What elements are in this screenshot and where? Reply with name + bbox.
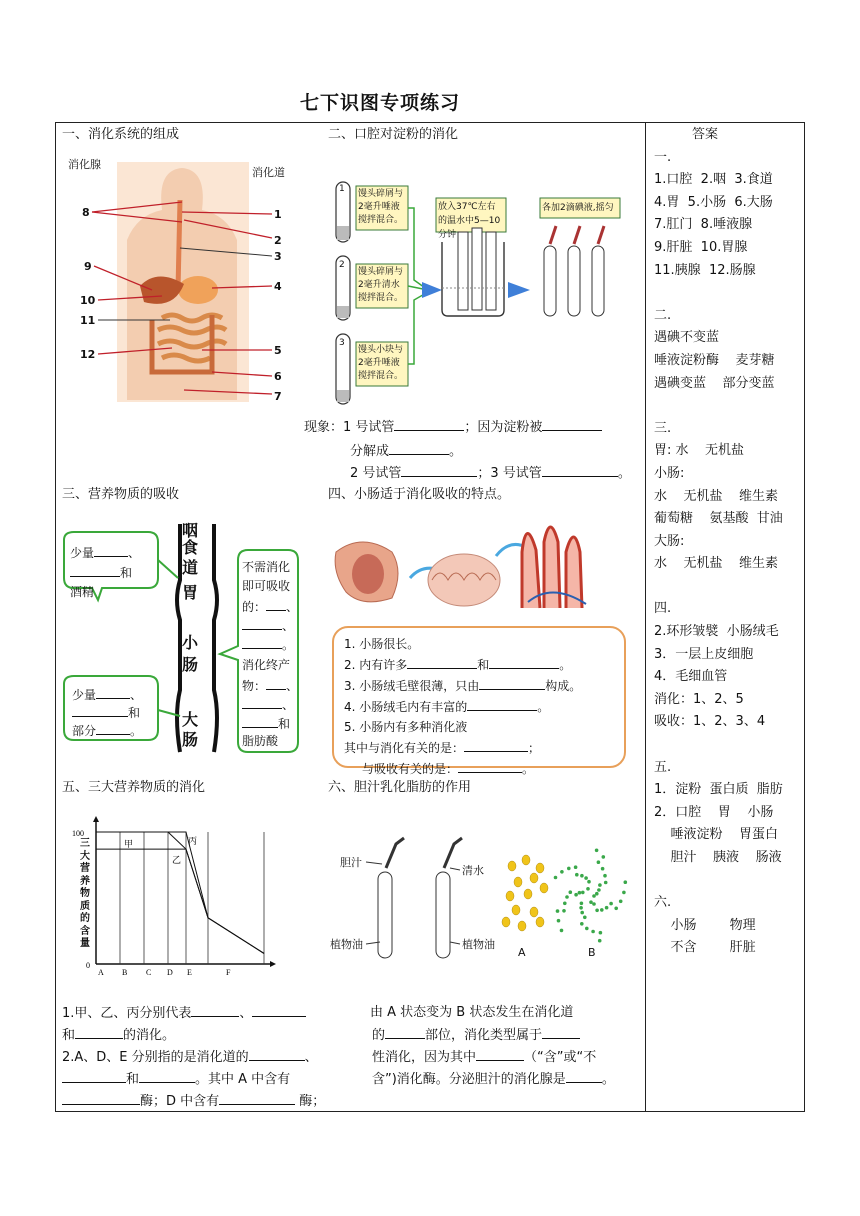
num-1: 1 (274, 208, 282, 221)
num-7: 7 (274, 390, 282, 403)
y-tick-0: 0 (86, 961, 90, 970)
tube-2-note: 馒头碎屑与2毫升清水搅拌混合。 (358, 267, 404, 303)
small-fat-droplet (563, 902, 567, 906)
small-fat-droplet (560, 929, 564, 933)
answer-line: 11.胰腺 12.肠腺 (654, 262, 756, 278)
small-intestine-label: 小肠 (182, 633, 199, 674)
small-fat-droplet (574, 865, 578, 869)
answer-line: 消化：1、2、5 (654, 691, 744, 707)
small-fat-droplet (597, 860, 601, 864)
answer-line: 遇碘不变蓝 (654, 330, 720, 346)
small-fat-droplet (585, 927, 589, 931)
small-fat-droplet (622, 891, 626, 895)
answer-line: 3．一层上皮细胞 (654, 646, 754, 662)
state-a-label: A (518, 946, 526, 959)
section-1-heading: 一、消化系统的组成 (62, 127, 180, 142)
large-fat-droplet (512, 905, 520, 915)
small-fat-droplet (583, 916, 587, 920)
num-4: 4 (274, 280, 282, 293)
x-tick-label: A (98, 968, 104, 977)
digestive-system-diagram (62, 150, 322, 410)
small-fat-droplet (580, 922, 584, 926)
answer-line: 六. (654, 895, 672, 911)
small-fat-droplet (556, 909, 560, 913)
answer-line: 胆汁 胰液 肠液 (654, 850, 782, 865)
answer-line: 水 无机盐 维生素 (654, 556, 779, 572)
small-fat-droplet (603, 874, 607, 878)
large-fat-droplet (530, 907, 538, 917)
x-tick-label: B (122, 968, 128, 977)
small-fat-droplet (580, 902, 584, 906)
small-fat-droplet (597, 888, 601, 892)
large-fat-droplet (506, 891, 514, 901)
question-6-line-1: 由 A 状态变为 B 状态发生在消化道 (370, 1005, 574, 1020)
x-tick-label: D (167, 968, 173, 977)
series-label: 甲 (124, 840, 134, 851)
intestine-features-box (332, 626, 626, 776)
answer-line: 9.肝脏 10.胃腺 (654, 239, 748, 255)
answer-line (654, 576, 804, 599)
small-fat-droplet (605, 906, 609, 910)
series-label: 丙 (188, 837, 198, 847)
nutrient-digestion-chart (62, 814, 282, 994)
feature-2: 2. 内有许多 和 。 (344, 654, 614, 675)
intestine-bubble-line-1: 不需消化 (242, 560, 291, 574)
question-6-line-4: 含”)消化酶。分泌胆汁的消化腺是 。 (372, 1068, 615, 1091)
feature-1: 1. 小肠很长。 (344, 637, 420, 651)
intestine-bubble-line-10: 脂肪酸 (242, 734, 279, 748)
esophagus-label: 食道 (182, 538, 199, 577)
num-6: 6 (274, 370, 282, 383)
large-fat-droplet (536, 917, 544, 927)
small-fat-droplet (619, 900, 623, 904)
series-乙 (96, 832, 264, 953)
starch-experiment-figure (330, 176, 630, 412)
stomach-label: 胃 (182, 583, 199, 602)
small-fat-droplet (587, 880, 591, 884)
section-4-heading: 四、小肠适于消化吸收的特点。 (328, 487, 511, 502)
small-fat-droplet (567, 867, 571, 871)
bile-experiment-figure (330, 832, 630, 962)
stomach-bubble-line-2: 和 (70, 562, 132, 583)
x-tick-label: F (226, 968, 231, 977)
num-2: 2 (274, 234, 282, 247)
small-fat-droplet (592, 894, 596, 898)
answer-line: 二. (654, 307, 672, 323)
feature-4: 4. 小肠绒毛内有丰富的 。 (344, 696, 614, 717)
num-12: 12 (80, 348, 96, 361)
section-2-heading: 二、口腔对淀粉的消化 (328, 127, 459, 142)
colon-bubble-line-3: 部分 。 (72, 720, 142, 740)
small-fat-droplet (569, 890, 573, 894)
question-1-line-2: 和 的消化。 (62, 1024, 175, 1047)
answer-line: 唾液淀粉酶 麦芽糖 (654, 352, 775, 368)
phenomenon-line-1: 现象：1 号试管 ；因为淀粉被 (304, 416, 602, 439)
small-fat-droplet (554, 876, 558, 880)
x-axis-arrow (270, 961, 276, 967)
answer-line: 大肠: (654, 533, 685, 549)
question-2-line-3: 酶；D 中含有 酶； (62, 1090, 325, 1113)
absorption-related: 与吸收有关的是： 。 (344, 758, 614, 779)
large-fat-droplet (524, 889, 532, 899)
water-label: 清水 (462, 864, 484, 877)
answer-line: 2．口腔 胃 小肠 (654, 804, 774, 820)
small-fat-droplet (600, 908, 604, 912)
num-9: 9 (84, 260, 92, 273)
digestion-related: 其中与消化有关的是： ； (344, 737, 614, 758)
stomach-bubble-line-3: 酒精 (70, 585, 95, 599)
answer-line: 胃: 水 无机盐 (654, 443, 745, 459)
question-6-line-2: 的 部位，消化类型属于 (372, 1024, 580, 1047)
large-fat-droplet (536, 863, 544, 873)
answer-line: 不含 肝脏 (654, 940, 756, 956)
intestine-bubble-line-8: 、 (242, 694, 294, 715)
num-8: 8 (82, 206, 90, 219)
answer-line: 三. (654, 420, 672, 436)
small-fat-droplet (602, 855, 606, 859)
colon-bubble-line-1: 少量 、 (72, 684, 142, 704)
answer-line: 葡萄糖 氨基酸 甘油 (654, 511, 783, 527)
answer-column (654, 124, 804, 960)
small-fat-droplet (580, 874, 584, 878)
esophagus (178, 200, 180, 290)
num-10: 10 (80, 294, 96, 307)
small-fat-droplet (560, 870, 564, 874)
small-fat-droplet (595, 909, 599, 913)
large-fat-droplet (518, 921, 526, 931)
small-fat-droplet (589, 900, 593, 904)
answer-line (654, 282, 804, 305)
answer-line (654, 395, 804, 418)
small-fat-droplet (614, 907, 618, 911)
feature-5: 5. 小肠内有多种消化液 (344, 720, 468, 734)
feature-3: 3. 小肠绒毛壁很薄，只由 构成。 (344, 675, 614, 696)
question-2-line-1: 2.A、D、E 分别指的是消化道的 、 (62, 1046, 318, 1069)
num-3: 3 (274, 250, 282, 263)
colon-bubble-line-2: 和 (72, 702, 140, 722)
intestine-structure-figure (332, 512, 598, 614)
num-5: 5 (274, 344, 282, 357)
answer-line: 1．淀粉 蛋白质 脂肪 (654, 782, 783, 798)
intestine-bubble-line-2: 即可吸收 (242, 579, 291, 593)
answer-line: 五. (654, 759, 672, 775)
small-fat-droplet (591, 930, 595, 934)
large-fat-droplet (502, 917, 510, 927)
stomach-bubble-line-1: 少量 、 (70, 542, 140, 563)
question-1-line-1: 1.甲、乙、丙分别代表 、 (62, 1002, 306, 1025)
y-axis-label: 三大营养物质的含量 (80, 838, 90, 949)
small-fat-droplet (604, 881, 608, 885)
digestive-system-figure (62, 150, 322, 410)
large-fat-droplet (522, 855, 530, 865)
answer-line: 7.肛门 8.唾液腺 (654, 217, 753, 233)
page-title: 七下识图专项练习 (299, 92, 460, 114)
answer-line: 吸收：1、2、3、4 (654, 714, 766, 730)
oil-label-2: 植物油 (462, 938, 495, 951)
iodine-note: 各加2滴碘液,摇匀 (542, 203, 614, 213)
x-tick-label: E (187, 968, 192, 977)
tube-3-num: 3 (339, 338, 345, 348)
stomach (178, 276, 218, 304)
oil-label-1: 植物油 (330, 938, 363, 951)
large-fat-droplet (540, 883, 548, 893)
answer-line: 2.环形皱襞 小肠绒毛 (654, 624, 779, 640)
answer-line: 1.口腔 2.咽 3.食道 (654, 172, 773, 188)
small-fat-droplet (557, 919, 561, 923)
small-fat-droplet (599, 931, 603, 935)
phenomenon-line-2: 分解成 。 (350, 440, 462, 463)
series-丙 (96, 832, 264, 953)
answer-line: 一. (654, 149, 672, 165)
tube-1-note: 馒头碎屑与2毫升唾液搅拌混合。 (358, 189, 404, 225)
chart-svg (62, 814, 282, 994)
large-fat-droplet (514, 877, 522, 887)
tube-3-note: 馒头小块与2毫升唾液搅拌混合。 (358, 345, 404, 381)
intestine-bubble-line-7: 物： 、 (242, 675, 298, 696)
small-fat-droplet (580, 911, 584, 915)
small-fat-droplet (574, 893, 578, 897)
pharynx-label: 咽 (182, 521, 199, 540)
small-fat-droplet (598, 883, 602, 887)
large-fat-droplet (508, 861, 516, 871)
y-axis-arrow (93, 816, 99, 822)
small-fat-droplet (578, 891, 582, 895)
answer-heading: 答案 (692, 127, 719, 142)
small-fat-droplet (579, 906, 583, 910)
num-11: 11 (80, 314, 96, 327)
small-fat-droplet (598, 939, 602, 943)
series-label: 乙 (172, 856, 182, 867)
small-fat-droplet (592, 902, 596, 906)
intestine-bubble-line-3: 的： 、 (242, 596, 298, 617)
intestine-bubble-line-9: 和 (242, 713, 290, 734)
tube-2-num: 2 (339, 260, 345, 270)
question-2-line-2: 和 。其中 A 中含有 (62, 1068, 290, 1091)
absorption-figure (62, 520, 302, 756)
answer-line: 四. (654, 601, 672, 617)
state-b-label: B (588, 946, 596, 959)
small-fat-droplet (581, 891, 585, 895)
small-fat-droplet (595, 892, 599, 896)
answer-line (654, 870, 804, 893)
small-fat-droplet (575, 873, 579, 877)
answer-line: 4．毛细血管 (654, 669, 728, 685)
large-intestine-label: 大肠 (182, 710, 199, 749)
small-fat-droplet (609, 902, 613, 906)
answer-line: 小肠 物理 (654, 917, 756, 933)
answer-line: 水 无机盐 维生素 (654, 488, 779, 504)
villi-diagram (332, 512, 598, 614)
intestine-bubble-line-5: 。 (242, 634, 294, 655)
section-3-heading: 三、营养物质的吸收 (62, 487, 180, 502)
glands-label: 消化腺 (68, 158, 101, 171)
intestine-bubble-line-4: 、 (242, 615, 294, 636)
section-5-heading: 五、三大营养物质的消化 (62, 780, 206, 795)
tract-label: 消化道 (252, 166, 285, 179)
small-fat-droplet (562, 909, 566, 913)
warm-water-note: 放入37℃左右的温水中5—10分钟 (438, 202, 501, 240)
small-fat-droplet (565, 895, 569, 899)
intestine-bubble-line-6: 消化终产 (242, 658, 291, 672)
small-fat-droplet (624, 880, 628, 884)
x-tick-label: C (146, 968, 152, 977)
small-fat-droplet (601, 867, 605, 871)
answer-line: 唾液淀粉 胃蛋白 (654, 827, 779, 843)
answer-line (654, 734, 804, 757)
small-fat-droplet (595, 849, 599, 853)
small-fat-droplet (586, 887, 590, 891)
answer-line: 小肠: (654, 465, 685, 481)
answer-line: 遇碘变蓝 部分变蓝 (654, 375, 775, 391)
answer-column-divider (645, 122, 646, 1112)
small-fat-droplet (584, 876, 588, 880)
y-tick-100: 100 (72, 829, 84, 838)
phenomenon-line-3: 2 号试管 ；3 号试管 。 (350, 462, 631, 485)
bile-label: 胆汁 (340, 856, 362, 869)
question-6-line-3: 性消化，因为其中 （“含”或“不 (372, 1046, 596, 1069)
tube-1-num: 1 (339, 184, 345, 194)
large-fat-droplet (530, 873, 538, 883)
section-6-heading: 六、胆汁乳化脂肪的作用 (328, 780, 472, 795)
answer-line: 4.胃 5.小肠 6.大肠 (654, 194, 773, 210)
